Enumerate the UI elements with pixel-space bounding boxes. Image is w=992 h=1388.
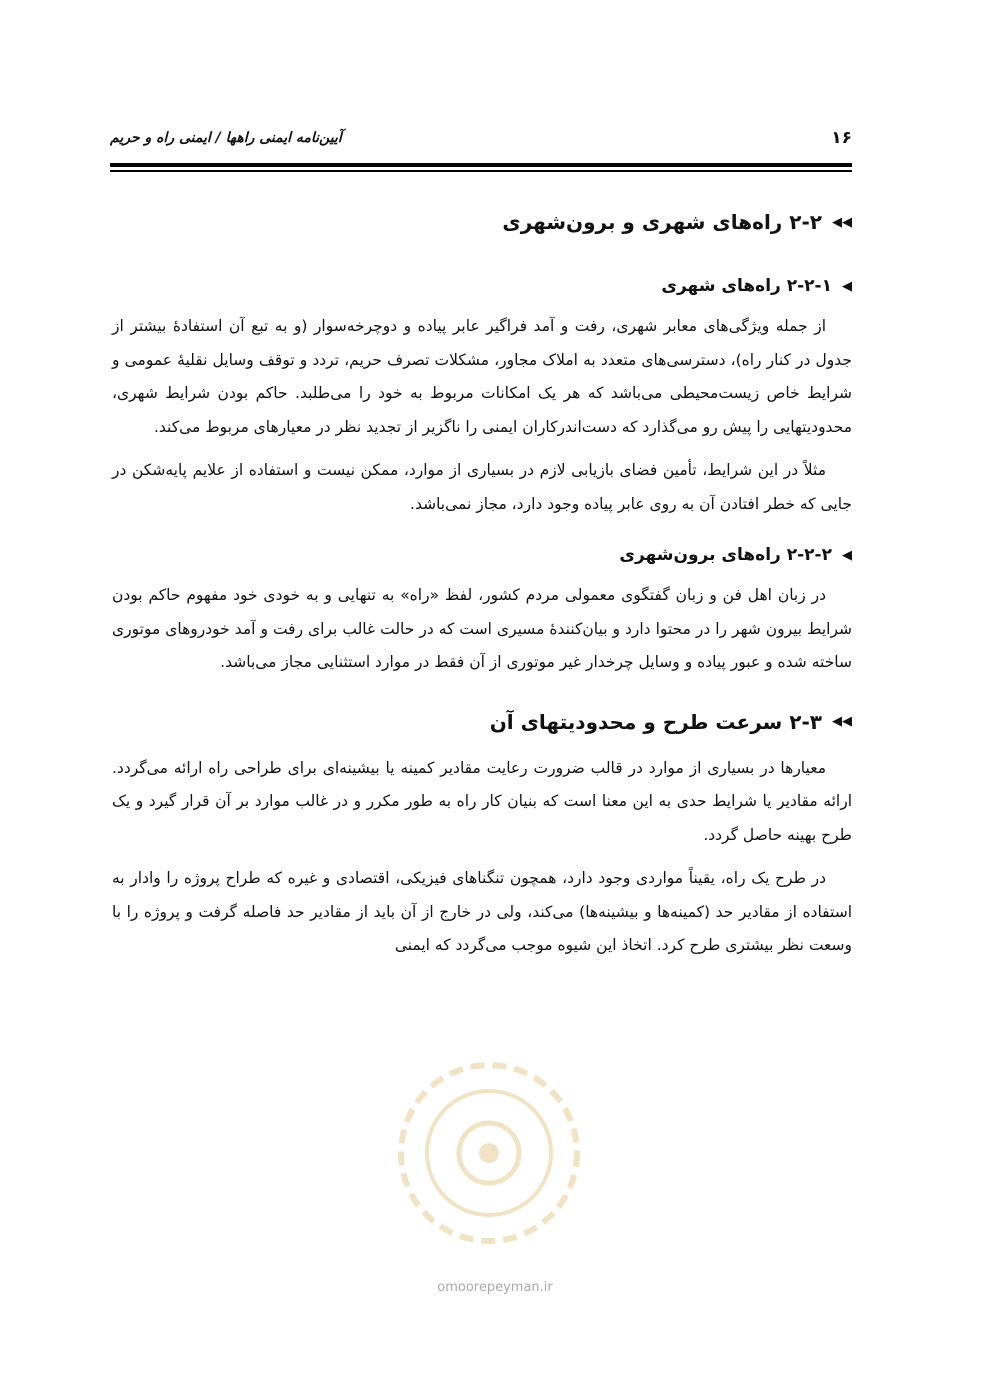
paragraph: از جمله ویژگی‌های معابر شهری، رفت و آمد فراگیر عابر پیاده و دوچرخه‌سوار (و به تبع آن استفادهٔ بیشتر از جدول در کنار راه)، دسترسی‌های متعدد به املاک مجاور، مشکلات تصرف حریم، تردد و توقف وسایل نقلیهٔ عمومی و شرایط خاص زیست‌محیطی می‌باشد که هر یک امکانات مربوط به خود را می‌طلبد. حاکم بودن شرایط شهری، محدودیتهایی را پیش رو می‌گذارد که دست‌اندرکاران ایمنی را ناگزیر از تجدید نظر در معیارهای مربوط می‌کند. xyxy=(112,317,852,436)
arrow-icon: ◀ xyxy=(842,547,852,563)
double-arrow-icon: ◀◀ xyxy=(832,714,852,729)
subsection-title: ۲-۲-۲ راه‌های برون‌شهری xyxy=(619,545,832,565)
paragraph: مثلاً در این شرایط، تأمین فضای بازیابی لازم در بسیاری از موارد، ممکن نیست و استفاده از علایم پایه‌شکن در جایی که خطر افتادن آن به روی عابر پیاده وجود دارد، مجاز نمی‌باشد. xyxy=(112,461,852,513)
section-heading-2-2 xyxy=(112,210,852,234)
paragraph: در طرح یک راه، یقیناً مواردی وجود دارد، همچون تنگناهای فیزیکی، اقتصادی و غیره که طراح پروژه را وادار به استفاده از مقادیر حد (کمینه‌ها و بیشینه‌ها) می‌کند، ولی در خارج از آن باید از مقادیر حد فاصله گرفت و پروژه را با وسعت نظر بیشتری طرح کرد. اتخاذ این شیوه موجب می‌گردد که ایمنی xyxy=(112,869,852,954)
header-rule-thick xyxy=(110,163,852,167)
arrow-icon: ◀ xyxy=(842,278,852,294)
subsection-title: ۲-۲-۱ راه‌های شهری xyxy=(661,276,832,296)
section-heading-2-3 xyxy=(112,710,852,734)
double-arrow-icon: ◀◀ xyxy=(832,214,852,230)
section-title: ۲-۳ سرعت طرح و محدودیتهای آن xyxy=(489,709,822,734)
page-content xyxy=(112,210,852,963)
header-rule-thin xyxy=(110,170,852,172)
page-number: ۱۶ xyxy=(831,128,852,148)
section-title: ۲-۲ راه‌های شهری و برون‌شهری xyxy=(502,210,822,234)
paragraph: در زبان اهل فن و زبان گفتگوی معمولی مردم کشور، لفظ «راه» به تنهایی و به خودی خود مفهوم حاکم بودن شرایط بیرون شهر را در محتوا دارد و بیان‌کنندهٔ مسیری است که در حالت غالب برای رفت و آمد خودروهای موتوری ساخته شده و عبور پیاده و وسایل چرخدار غیر موتوری از آن فقط در موارد استثنایی مجاز می‌باشد. xyxy=(112,586,852,671)
subsection-heading-2-2-1 xyxy=(112,276,852,296)
watermark-logo xyxy=(384,1048,594,1248)
paragraph: معیارها در بسیاری از موارد در قالب ضرورت رعایت مقادیر کمینه یا بیشینه‌ای برای طراحی راه ارائه می‌گردد. ارائه مقادیر یا شرایط حدی به این معنا است که بنیان کار راه به طور مکرر و در غالب موارد بر آن قرار گیرد و یک طرح بهینه حاصل گردد. xyxy=(112,758,852,844)
running-title: آیین‌نامه ایمنی راهها / ایمنی راه و حریم xyxy=(110,130,342,146)
subsection-heading-2-2-2 xyxy=(112,545,852,565)
page-header xyxy=(110,128,852,154)
watermark-site: omoorepeyman.ir xyxy=(437,1280,553,1295)
